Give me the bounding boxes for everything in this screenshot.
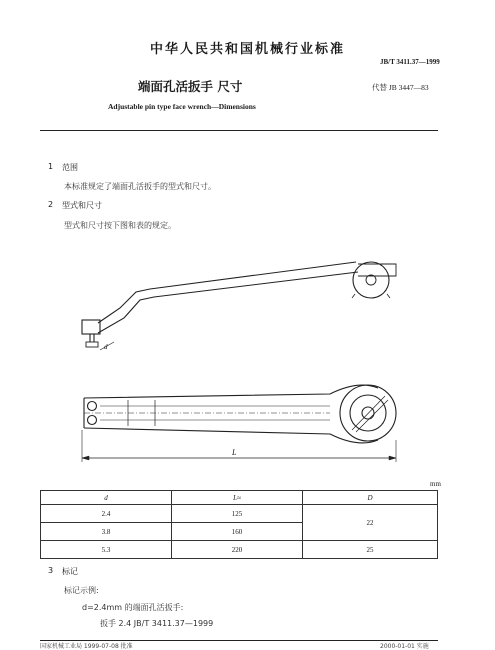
section-1-heading: 范围	[62, 163, 78, 172]
section-1-text: 本标准规定了端面孔活扳手的型式和尺寸。	[64, 182, 216, 191]
cell-d: 2.4	[41, 505, 172, 523]
marking-designation: 扳手 2.4 JB/T 3411.37—1999	[100, 619, 214, 628]
unit-label: mm	[430, 480, 441, 488]
table-header-row	[41, 491, 438, 505]
effective-date: 2000-01-01 实施	[380, 643, 429, 650]
cell-D: 25	[303, 541, 438, 559]
org-title: 中华人民共和国机械行业标准	[149, 42, 345, 57]
table-row	[41, 505, 438, 523]
col-header-D: D	[303, 491, 438, 505]
cell-d: 3.8	[41, 523, 172, 541]
approval-note: 国家机械工业局 1999-07-08 批准	[40, 643, 133, 650]
standard-number: JB/T 3411.37—1999	[380, 58, 440, 66]
dimensions-table	[40, 490, 438, 559]
document-title: 端面孔活扳手 尺寸	[138, 79, 243, 94]
section-1-number: 1	[48, 162, 54, 171]
col-header-L: L≈	[172, 491, 303, 505]
english-title: Adjustable pin type face wrench—Dimensions	[108, 102, 256, 111]
replaces-note: 代替 JB 3447—83	[372, 83, 429, 92]
cell-L: 125	[172, 505, 303, 523]
cell-L: 160	[172, 523, 303, 541]
col-header-d: d	[41, 491, 172, 505]
section-2-text: 型式和尺寸按下图和表的规定。	[64, 221, 176, 230]
label-L: L	[232, 448, 237, 457]
cell-d: 5.3	[41, 541, 172, 559]
section-3-text: 标记示例:	[64, 586, 99, 595]
section-2-number: 2	[48, 200, 54, 209]
label-d: d	[104, 343, 108, 351]
section-3-heading: 标记	[62, 567, 78, 576]
marking-example: d=2.4mm 的端面孔活扳手:	[82, 603, 184, 612]
cell-D: 22	[303, 505, 438, 541]
section-2-heading: 型式和尺寸	[62, 201, 102, 210]
section-3-number: 3	[48, 566, 54, 575]
table-row	[41, 541, 438, 559]
cell-L: 220	[172, 541, 303, 559]
